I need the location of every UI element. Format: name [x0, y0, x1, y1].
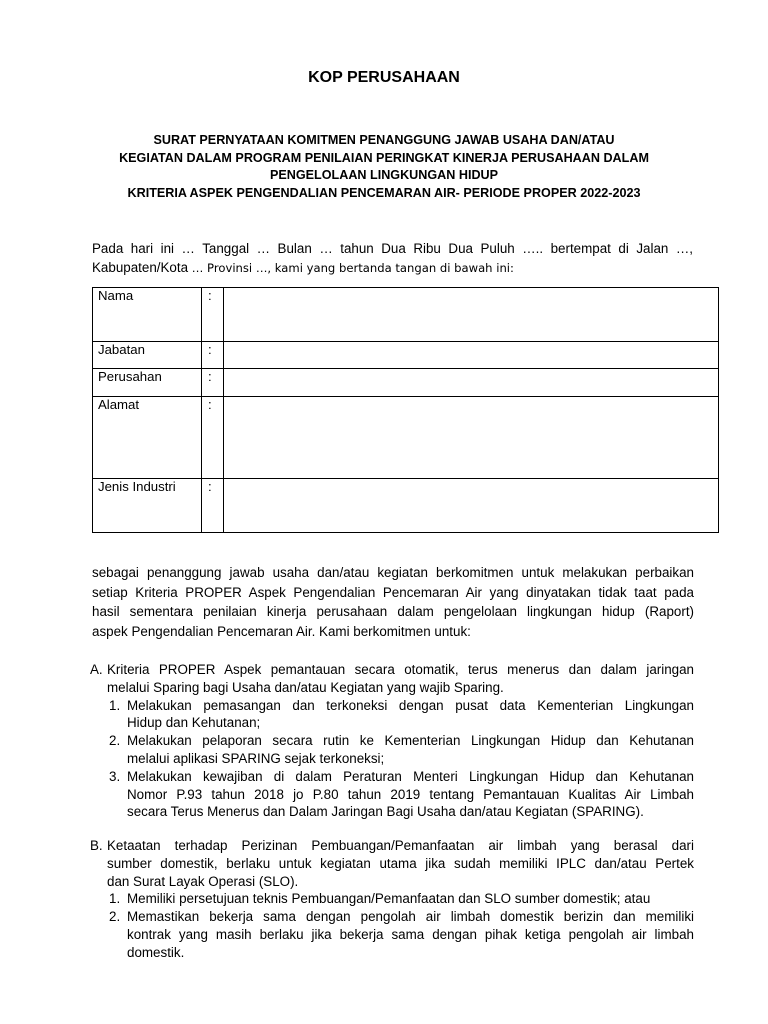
title-line: PENGELOLAAN LINGKUNGAN HIDUP	[269, 168, 499, 182]
position-value-field[interactable]	[224, 342, 719, 369]
section-heading	[90, 837, 694, 890]
section-list	[108, 697, 694, 822]
item-line: Nomor P.93 tahun 2018 jo P.80 tahun 2019 tentang Pemantauan Kualitas Air Limbah	[127, 786, 694, 802]
list-item	[108, 768, 694, 821]
paragraph-line: aspek Pengendalian Pencemaran Air. Kami berkomitmen untuk:	[92, 623, 471, 639]
paragraph-line: setiap Kriteria PROPER Aspek Pengendalian Pencemaran Air yang dinyatakan tidak taat pada	[92, 584, 694, 600]
paragraph-line: sebagai penanggung jawab usaha dan/atau kegiatan berkomitmen untuk melakukan perbaikan	[92, 565, 694, 580]
row-label: Perusahan	[93, 369, 202, 397]
item-number: 2.	[109, 733, 121, 749]
heading-line: dan Surat Layak Operasi (SLO).	[107, 873, 299, 889]
row-label: Jenis Industri	[93, 479, 202, 533]
item-line: Memastikan bekerja sama dengan pengolah air limbah domestik berizin dan memiliki	[127, 909, 694, 925]
item-line: Melakukan pemasangan dan terkoneksi dengan pusat data Kementerian Lingkungan	[127, 697, 694, 713]
row-label: Jabatan	[93, 342, 202, 369]
commitment-paragraph	[92, 563, 694, 641]
row-colon: :	[202, 479, 224, 533]
table-row	[93, 397, 719, 479]
section-heading	[90, 661, 694, 697]
row-colon: :	[202, 369, 224, 397]
row-colon: :	[202, 342, 224, 369]
table-row	[93, 288, 719, 342]
list-item	[108, 908, 694, 961]
paragraph-line: hasil sementara penilaian kinerja perusahaan dalam pengelolaan lingkungan hidup (Raport)	[92, 604, 694, 619]
table-row	[93, 342, 719, 369]
item-number: 1.	[109, 891, 121, 907]
section-a	[90, 661, 694, 821]
heading-line: sumber domestik, berlaku untuk kegiatan utama jika sudah memiliki IPLC dan/atau Pertek	[107, 855, 694, 871]
document-title	[70, 132, 698, 202]
address-value-field[interactable]	[224, 397, 719, 479]
item-number: 1.	[109, 697, 121, 713]
intro-text: Kabupaten/Kota	[92, 260, 192, 275]
title-line: SURAT PERNYATAAN KOMITMEN PENANGGUNG JAWAB USAHA DAN/ATAU	[153, 133, 615, 147]
company-value-field[interactable]	[224, 369, 719, 397]
list-item	[108, 732, 694, 768]
heading-line: melalui Sparing bagi Usaha dan/atau Kegiatan yang wajib Sparing.	[107, 679, 504, 695]
name-value-field[interactable]	[224, 288, 719, 342]
section-letter: A.	[90, 662, 103, 677]
identity-table	[92, 287, 719, 533]
intro-text: … Provinsi …, kami yang bertanda tangan di bawah ini:	[191, 261, 514, 275]
table-row	[93, 479, 719, 533]
title-line: KRITERIA ASPEK PENGENDALIAN PENCEMARAN AIR- PERIODE PROPER 2022-2023	[127, 185, 641, 200]
list-item	[108, 697, 694, 733]
company-letterhead: KOP PERUSAHAAN	[308, 69, 460, 86]
table-row	[93, 369, 719, 397]
item-line: domestik.	[127, 944, 185, 960]
section-letter: B.	[90, 838, 103, 853]
item-line: melalui aplikasi SPARING sejak terkoneksi;	[127, 750, 385, 766]
item-number: 2.	[109, 909, 121, 925]
row-colon: :	[202, 288, 224, 342]
industry-type-value-field[interactable]	[224, 479, 719, 533]
item-line: kontrak yang masih berlaku jika bekerja sama dengan pihak ketiga pengolah air limbah	[127, 926, 694, 942]
list-item	[108, 890, 694, 908]
item-line: Hidup dan Kehutanan;	[127, 715, 261, 731]
section-b	[90, 837, 694, 962]
intro-line: Pada hari ini … Tanggal … Bulan … tahun Dua Ribu Dua Puluh ….. bertempat di Jalan …,	[92, 241, 693, 256]
item-number: 3.	[109, 768, 121, 784]
intro-line	[92, 258, 693, 278]
row-label: Alamat	[93, 397, 202, 479]
heading-line: Ketaatan terhadap Perizinan Pembuangan/Pemanfaatan air limbah yang berasal dari	[107, 838, 694, 853]
item-line: secara Terus Menerus dan Dalam Jaringan Bagi Usaha dan/atau Kegiatan (SPARING).	[127, 804, 644, 820]
row-label: Nama	[93, 288, 202, 342]
item-line: Melakukan pelaporan secara rutin ke Kementerian Lingkungan Hidup dan Kehutanan	[127, 733, 694, 749]
section-list	[108, 890, 694, 961]
item-line: Melakukan kewajiban di dalam Peraturan Menteri Lingkungan Hidup dan Kehutanan	[127, 768, 694, 784]
item-line: Memiliki persetujuan teknis Pembuangan/Pemanfaatan dan SLO sumber domestik; atau	[127, 891, 651, 907]
row-colon: :	[202, 397, 224, 479]
title-line: KEGIATAN DALAM PROGRAM PENILAIAN PERINGKAT KINERJA PERUSAHAAN DALAM	[119, 150, 649, 165]
intro-paragraph	[92, 239, 693, 278]
heading-line: Kriteria PROPER Aspek pemantauan secara otomatik, terus menerus dan dalam jaringan	[107, 662, 694, 677]
